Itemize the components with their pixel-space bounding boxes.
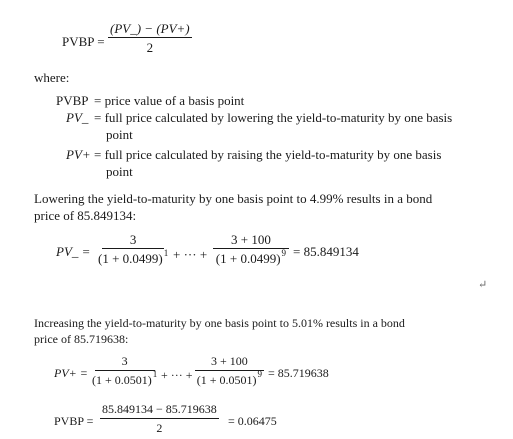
final-denominator: 2 — [156, 421, 163, 435]
lower-term1 — [98, 232, 168, 268]
lower-term1-den: $(1 + 0.0499)^1$ — [98, 248, 169, 266]
def-desc-pv-plus: = full price calculated by raising the yield-to-maturity by one basis — [94, 147, 442, 162]
raise-paragraph-line1: Increasing the yield-to-maturity by one basis point to 5.01% results in a bond — [34, 316, 405, 330]
raise-term1-den: $(1 + 0.0501)^1$ — [92, 369, 158, 387]
def-cont-pv-minus: point — [106, 127, 133, 142]
formula-denominator: 2 — [146, 40, 154, 55]
raise-result: = 85.719638 — [268, 366, 329, 380]
lower-term2 — [213, 232, 289, 268]
raise-lhs: PV+ = — [54, 366, 88, 380]
raise-term2 — [195, 354, 264, 389]
raise-term1-num: 3 — [95, 354, 155, 371]
def-term-pvbp: PVBP — [56, 93, 89, 108]
lower-dots: + ··· + — [173, 247, 208, 262]
def-desc-pv-minus: = full price calculated by lowering the yield-to-maturity by one basis — [94, 110, 453, 125]
lower-paragraph-line1: Lowering the yield-to-maturity by one basis point to 4.99% results in a bond — [34, 191, 433, 206]
formula-fraction — [108, 21, 192, 55]
raise-term1 — [92, 354, 157, 389]
lower-lhs: PV_ = — [56, 244, 91, 259]
where-label: where: — [34, 70, 70, 85]
final-lhs: PVBP = — [54, 414, 94, 428]
final-result: = 0.06475 — [228, 414, 277, 428]
final-fraction — [100, 402, 219, 436]
formula-numerator: (PV_) − (PV+) — [110, 21, 190, 36]
raise-dots: + ··· + — [161, 368, 193, 382]
return-mark-icon: ↵ — [478, 279, 488, 291]
def-cont-pv-plus: point — [106, 164, 133, 179]
def-term-pv-minus: PV_ — [66, 110, 89, 125]
lower-term1-num: 3 — [102, 232, 165, 249]
def-term-pv-plus: PV+ — [66, 147, 91, 162]
raise-term2-den: $(1 + 0.0501)^9$ — [196, 369, 263, 387]
final-numerator: 85.849134 − 85.719638 — [100, 402, 219, 419]
formula-lhs: PVBP = — [62, 34, 105, 49]
def-desc-pvbp: = price value of a basis point — [94, 93, 245, 108]
lower-result: = 85.849134 — [293, 244, 359, 259]
lower-term2-num: 3 + 100 — [213, 232, 289, 249]
raise-paragraph-line2: price of 85.719638: — [34, 332, 129, 346]
raise-term2-num: 3 + 100 — [195, 354, 264, 371]
lower-paragraph-line2: price of 85.849134: — [34, 208, 137, 223]
lower-term2-den: $(1 + 0.0499)^9$ — [215, 248, 287, 266]
